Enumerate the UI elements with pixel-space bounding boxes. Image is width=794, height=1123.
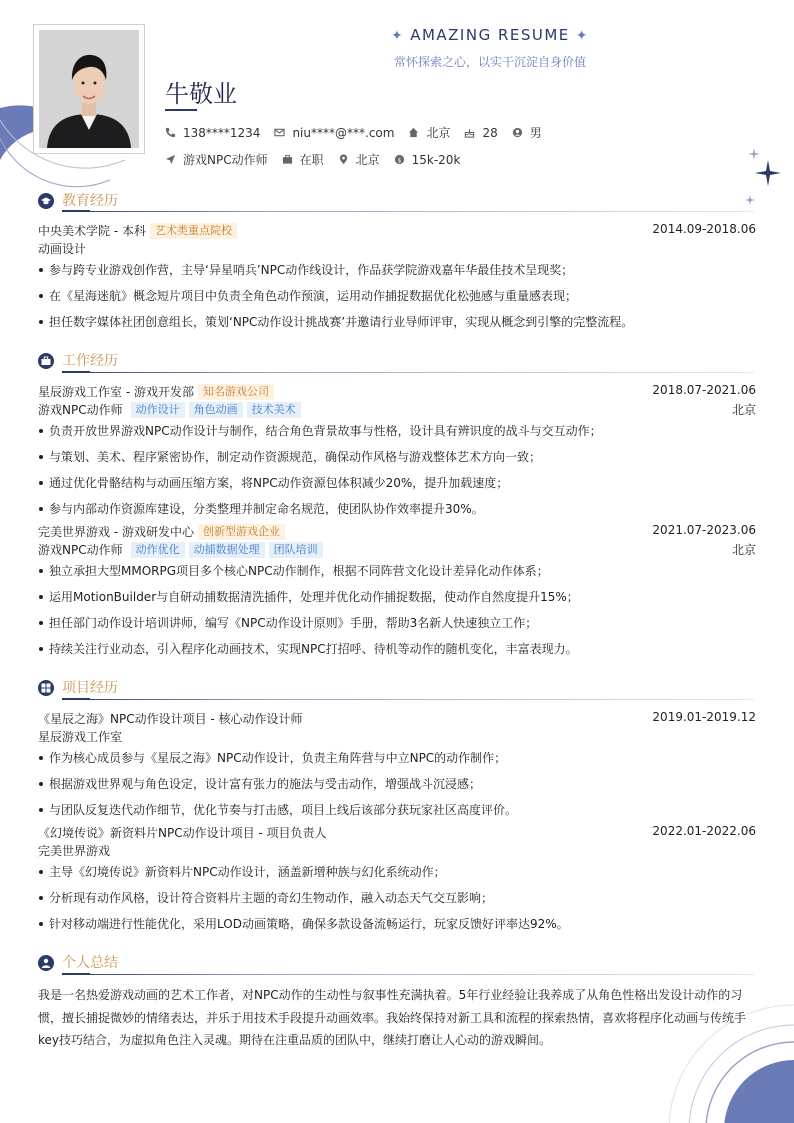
salary-text: 15k-20k	[411, 152, 461, 167]
education-divider	[62, 211, 754, 212]
list-item: 主导《幻境传说》新资料片NPC动作设计，涵盖新增种族与幻化系统动作；	[38, 863, 756, 880]
star-icon: ✦	[575, 28, 590, 44]
gender-item	[512, 124, 542, 141]
project-date: 2022.01-2022.06	[652, 824, 756, 838]
school-name: 中央美术学院 - 本科	[38, 224, 146, 238]
project-date: 2019.01-2019.12	[652, 710, 756, 724]
education-title: 教育经历	[62, 193, 118, 209]
education-date: 2014.09-2018.06	[652, 222, 756, 236]
list-item: 运用MotionBuilder与自研动捕数据清洗插件，处理并优化动作捕捉数据，使动作自然度提升15%；	[38, 588, 756, 605]
summary-paragraph	[38, 984, 756, 1052]
location-icon	[338, 154, 349, 165]
company-tag: 创新型游戏企业	[198, 524, 285, 540]
skill-tag: 动作设计	[131, 402, 185, 418]
star-icon: ✦	[390, 28, 405, 44]
portrait-image	[39, 30, 139, 148]
send-icon	[165, 154, 176, 165]
list-item: 担任数字媒体社团创意组长，策划‘NPC动作设计挑战赛’并邀请行业导师评审，实现从概念到引擎的完整流程。	[38, 313, 756, 330]
project-divider-accent	[62, 698, 90, 700]
cake-icon	[464, 127, 475, 138]
job-role: 游戏NPC动作师	[38, 543, 123, 557]
work-section-icon	[38, 353, 54, 369]
svg-text:$: $	[397, 156, 402, 165]
project-section-icon	[38, 680, 54, 696]
age-text: 28	[482, 125, 498, 140]
work-divider	[62, 372, 754, 373]
list-item: 作为核心成员参与《星辰之海》NPC动作设计，负责主角阵营与中立NPC的动作制作；	[38, 749, 756, 766]
project-org: 星辰游戏工作室	[38, 730, 123, 744]
grid-icon	[41, 683, 51, 693]
phone-text: 138****1234	[183, 125, 261, 140]
briefcase-icon	[41, 356, 51, 366]
email-text: niu****@***.com	[292, 125, 395, 140]
job-role: 游戏NPC动作师	[38, 403, 123, 417]
list-item: 参与内部动作资源库建设，分类整理并制定命名规范，使团队协作效率提升30%。	[38, 500, 756, 517]
gender-text: 男	[529, 126, 542, 140]
graduation-cap-icon	[41, 196, 51, 206]
project-title: 项目经历	[62, 680, 118, 696]
list-item: 持续关注行业动态，引入程序化动画技术，实现NPC打招呼、待机等动作的随机变化，丰富表现力。	[38, 640, 756, 657]
person-name: 牛敬业	[165, 80, 237, 108]
summary-line: 惯，擅长捕捉微妙的情绪表达，并乐于用技术手段提升动画效率。我始终保持对新工具和流程的探索热情，喜欢将程序化动画与传统手	[38, 1010, 747, 1025]
list-item: 独立承担大型MMORPG项目多个核心NPC动作制作，根据不同阵营文化设计差异化动作体系；	[38, 562, 756, 579]
skill-tag: 技术美术	[247, 402, 301, 418]
job-company-line	[38, 523, 756, 540]
school-tag: 艺术类重点院校	[150, 223, 237, 239]
position-item	[165, 151, 268, 168]
city-text: 北京	[355, 153, 380, 167]
summary-divider-accent	[62, 973, 90, 975]
status-item	[282, 151, 324, 168]
intent-row	[165, 151, 474, 168]
list-item: 分析现有动作风格，设计符合资料片主题的奇幻生物动作，融入动态天气交互影响；	[38, 889, 756, 906]
list-item: 与策划、美术、程序紧密协作，制定动作资源规范，确保动作风格与游戏整体艺术方向一致；	[38, 448, 756, 465]
job-date: 2021.07-2023.06	[652, 523, 756, 537]
education-section-icon	[38, 193, 54, 209]
education-major: 动画设计	[38, 242, 87, 256]
summary-title: 个人总结	[62, 955, 118, 971]
list-item: 负责开放世界游戏NPC动作设计与制作，结合角色背景故事与性格，设计具有辨识度的战斗与交互动作；	[38, 422, 756, 439]
gender-icon	[512, 127, 523, 138]
phone-item	[165, 126, 260, 140]
contact-row	[165, 124, 556, 141]
list-item: 与团队反复迭代动作细节，优化节奏与打击感，项目上线后该部分获玩家社区高度评价。	[38, 801, 756, 818]
list-item: 参与跨专业游戏创作营，主导‘异星哨兵’NPC动作线设计，作品获学院游戏嘉年华最佳技术呈现奖；	[38, 261, 756, 278]
home-icon	[408, 127, 419, 138]
skill-tag: 动捕数据处理	[189, 542, 265, 558]
salary-item	[394, 153, 461, 167]
briefcase-icon	[282, 154, 293, 165]
profile-photo	[33, 24, 145, 154]
city-item	[338, 151, 380, 168]
job-company-line	[38, 383, 756, 400]
education-divider-accent	[62, 210, 90, 212]
user-icon	[41, 958, 51, 968]
summary-section-icon	[38, 955, 54, 971]
job-role-line	[38, 541, 756, 558]
work-divider-accent	[62, 371, 90, 373]
skill-tag: 角色动画	[189, 402, 243, 418]
sparkle-decoration	[740, 145, 785, 210]
job-role-line	[38, 401, 756, 418]
project-org: 完美世界游戏	[38, 844, 111, 858]
work-title: 工作经历	[62, 353, 118, 369]
hometown-item	[408, 124, 450, 141]
slogan: 常怀探索之心，以实干沉淀自身价值	[393, 55, 586, 69]
status-text: 在职	[299, 153, 324, 167]
job-city: 北京	[731, 543, 756, 557]
company-name: 星辰游戏工作室 - 游戏开发部	[38, 385, 194, 399]
summary-divider	[62, 974, 754, 975]
brand-title	[380, 26, 600, 44]
mail-icon	[274, 127, 285, 138]
skill-tag: 动作优化	[131, 542, 185, 558]
email-item	[274, 126, 394, 140]
project-name: 《幻境传说》新资料片NPC动作设计项目 - 项目负责人	[38, 826, 327, 840]
list-item: 在《星海迷航》概念短片项目中负责全角色动作预演，运用动作捕捉数据优化松弛感与重量感表现；	[38, 287, 756, 304]
age-item	[464, 126, 497, 140]
company-tag: 知名游戏公司	[198, 384, 274, 400]
education-school-line	[38, 222, 756, 239]
summary-line: 我是一名热爱游戏动画的艺术工作者，对NPC动作的生动性与叙事性充满执着。5年行业经验让我养成了从角色性格出发设计动作的习	[38, 988, 743, 1002]
name-underline	[165, 109, 197, 111]
list-item: 根据游戏世界观与角色设定，设计富有张力的施法与受击动作，增强战斗沉浸感；	[38, 775, 756, 792]
company-name: 完美世界游戏 - 游戏研发中心	[38, 525, 194, 539]
hometown-text: 北京	[426, 126, 451, 140]
summary-line: key技巧结合，为虚拟角色注入灵魂。期待在注重品质的团队中，继续打磨让人心动的游戏瞬间。	[38, 1033, 552, 1047]
brand-text: AMAZING RESUME	[410, 26, 570, 44]
phone-icon	[165, 127, 176, 138]
project-name: 《星辰之海》NPC动作设计项目 - 核心动作设计师	[38, 712, 303, 726]
position-text: 游戏NPC动作师	[183, 153, 268, 167]
skill-tag: 团队培训	[269, 542, 323, 558]
money-icon	[394, 154, 405, 165]
list-item: 针对移动端进行性能优化，采用LOD动画策略，确保多款设备流畅运行，玩家反馈好评率达92%。	[38, 915, 756, 932]
list-item: 通过优化骨骼结构与动画压缩方案，将NPC动作资源包体积减少20%，提升加载速度；	[38, 474, 756, 491]
project-divider	[62, 699, 754, 700]
job-date: 2018.07-2021.06	[652, 383, 756, 397]
list-item: 担任部门动作设计培训讲师，编写《NPC动作设计原则》手册，帮助3名新人快速独立工作；	[38, 614, 756, 631]
job-city: 北京	[731, 403, 756, 417]
